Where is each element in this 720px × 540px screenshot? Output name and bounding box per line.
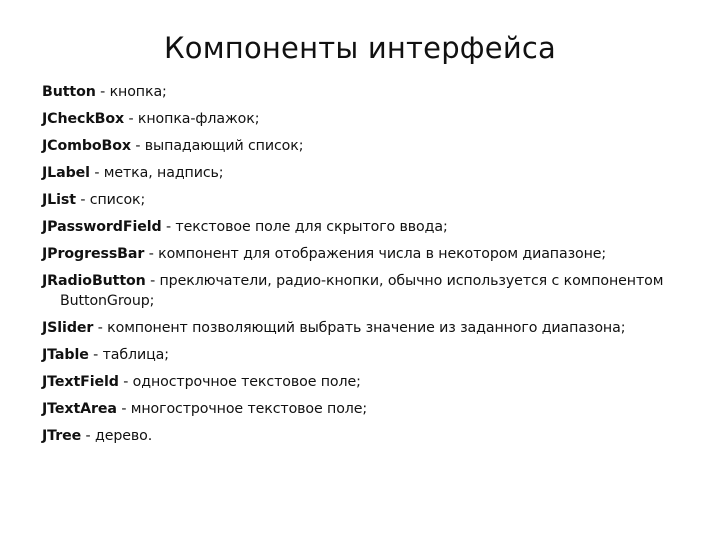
list-item — [42, 345, 692, 365]
component-list — [42, 82, 692, 453]
component-name: JCheckBox — [42, 111, 125, 127]
component-name: JComboBox — [42, 138, 131, 154]
list-item — [42, 426, 692, 446]
list-item — [42, 163, 692, 183]
component-name: JPasswordField — [42, 219, 162, 235]
component-description: - однострочное текстовое поле; — [118, 374, 361, 390]
component-description: - преключатели, радио-кнопки, обычно используется с компонентом ButtonGroup; — [60, 273, 664, 309]
component-name: JSlider — [42, 320, 94, 336]
component-name: JTextField — [42, 374, 119, 390]
component-name: JRadioButton — [42, 273, 146, 289]
component-name: JTree — [42, 428, 82, 444]
component-description: - выпадающий список; — [130, 138, 304, 154]
list-item — [42, 244, 692, 264]
component-description: - кнопка; — [95, 84, 167, 100]
component-name: JTextArea — [42, 401, 117, 417]
slide-title: Компоненты интерфейса — [163, 31, 557, 65]
list-item — [42, 82, 692, 102]
component-description: - компонент позволяющий выбрать значение из заданного диапазона; — [93, 320, 626, 336]
list-item — [42, 399, 692, 419]
component-description: - компонент для отображения числа в некотором диапазоне; — [144, 246, 607, 262]
component-name: JLabel — [42, 165, 90, 181]
component-name: JList — [42, 192, 76, 208]
component-description: - дерево. — [81, 428, 153, 444]
list-item — [42, 271, 692, 311]
component-description: - текстовое поле для скрытого ввода; — [161, 219, 448, 235]
component-description: - многострочное текстовое поле; — [116, 401, 368, 417]
component-description: - таблица; — [88, 347, 169, 363]
component-description: - список; — [75, 192, 146, 208]
list-item — [42, 109, 692, 129]
component-name: Button — [42, 84, 96, 100]
component-description: - метка, надпись; — [89, 165, 224, 181]
list-item — [42, 217, 692, 237]
component-name: JProgressBar — [42, 246, 145, 262]
list-item — [42, 190, 692, 210]
list-item — [42, 372, 692, 392]
component-name: JTable — [42, 347, 89, 363]
list-item — [42, 318, 692, 338]
component-description: - кнопка-флажок; — [124, 111, 260, 127]
list-item — [42, 136, 692, 156]
